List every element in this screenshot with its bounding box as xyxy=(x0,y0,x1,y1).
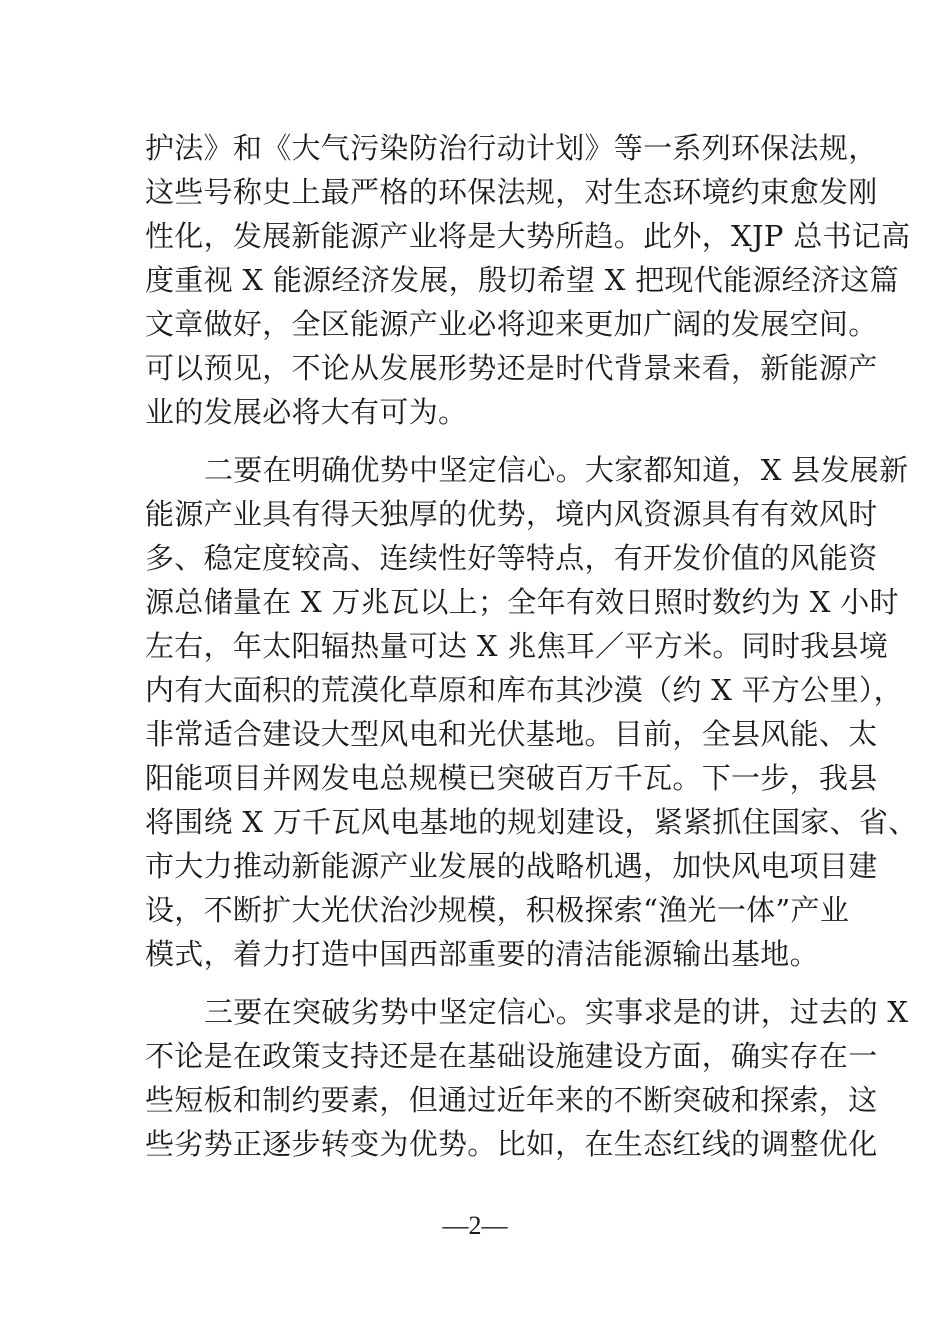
text-line: 非常适合建设大型风电和光伏基地。目前，全县风能、太 xyxy=(145,717,878,751)
paragraph-start-line: 三要在突破劣势中坚定信心。实事求是的讲，过去的 X xyxy=(204,995,909,1029)
text-line: 不论是在政策支持还是在基础设施建设方面，确实存在一 xyxy=(145,1039,878,1073)
text-line: 业的发展必将大有可为。 xyxy=(145,395,468,429)
text-line: 些短板和制约要素，但通过近年来的不断突破和探索，这 xyxy=(145,1083,878,1117)
text-line: 源总储量在 X 万兆瓦以上；全年有效日照时数约为 X 小时 xyxy=(145,585,899,619)
text-line: 些劣势正逐步转变为优势。比如，在生态红线的调整优化 xyxy=(145,1127,878,1161)
text-line: 度重视 X 能源经济发展，殷切希望 X 把现代能源经济这篇 xyxy=(145,263,899,297)
text-line: 可以预见，不论从发展形势还是时代背景来看，新能源产 xyxy=(145,351,878,385)
text-line: 阳能项目并网发电总规模已突破百万千瓦。下一步，我县 xyxy=(145,761,878,795)
text-line: 市大力推动新能源产业发展的战略机遇，加快风电项目建 xyxy=(145,849,878,883)
text-line: 能源产业具有得天独厚的优势，境内风资源具有有效风时 xyxy=(145,497,878,531)
page-number: —2— xyxy=(442,1211,508,1240)
text-line: 设，不断扩大光伏治沙规模，积极探索“渔光一体”产业 xyxy=(145,893,850,927)
text-line: 将围绕 X 万千瓦风电基地的规划建设，紧紧抓住国家、省、 xyxy=(145,805,918,839)
text-line: 模式，着力打造中国西部重要的清洁能源输出基地。 xyxy=(145,937,819,971)
text-line: 文章做好，全区能源产业必将迎来更加广阔的发展空间。 xyxy=(145,307,878,341)
paragraph-start-line: 二要在明确优势中坚定信心。大家都知道，X 县发展新 xyxy=(204,453,909,487)
text-line: 护法》和《大气污染防治行动计划》等一系列环保法规， xyxy=(145,131,878,165)
text-line: 内有大面积的荒漠化草原和库布其沙漠（约 X 平方公里）， xyxy=(145,673,903,707)
text-line: 性化，发展新能源产业将是大势所趋。此外，XJP 总书记高 xyxy=(145,219,911,253)
text-line: 多、稳定度较高、连续性好等特点，有开发价值的风能资 xyxy=(145,541,878,575)
text-line: 这些号称史上最严格的环保法规，对生态环境约束愈发刚 xyxy=(145,175,878,209)
text-line: 左右，年太阳辐热量可达 X 兆焦耳／平方米。同时我县境 xyxy=(145,629,889,663)
